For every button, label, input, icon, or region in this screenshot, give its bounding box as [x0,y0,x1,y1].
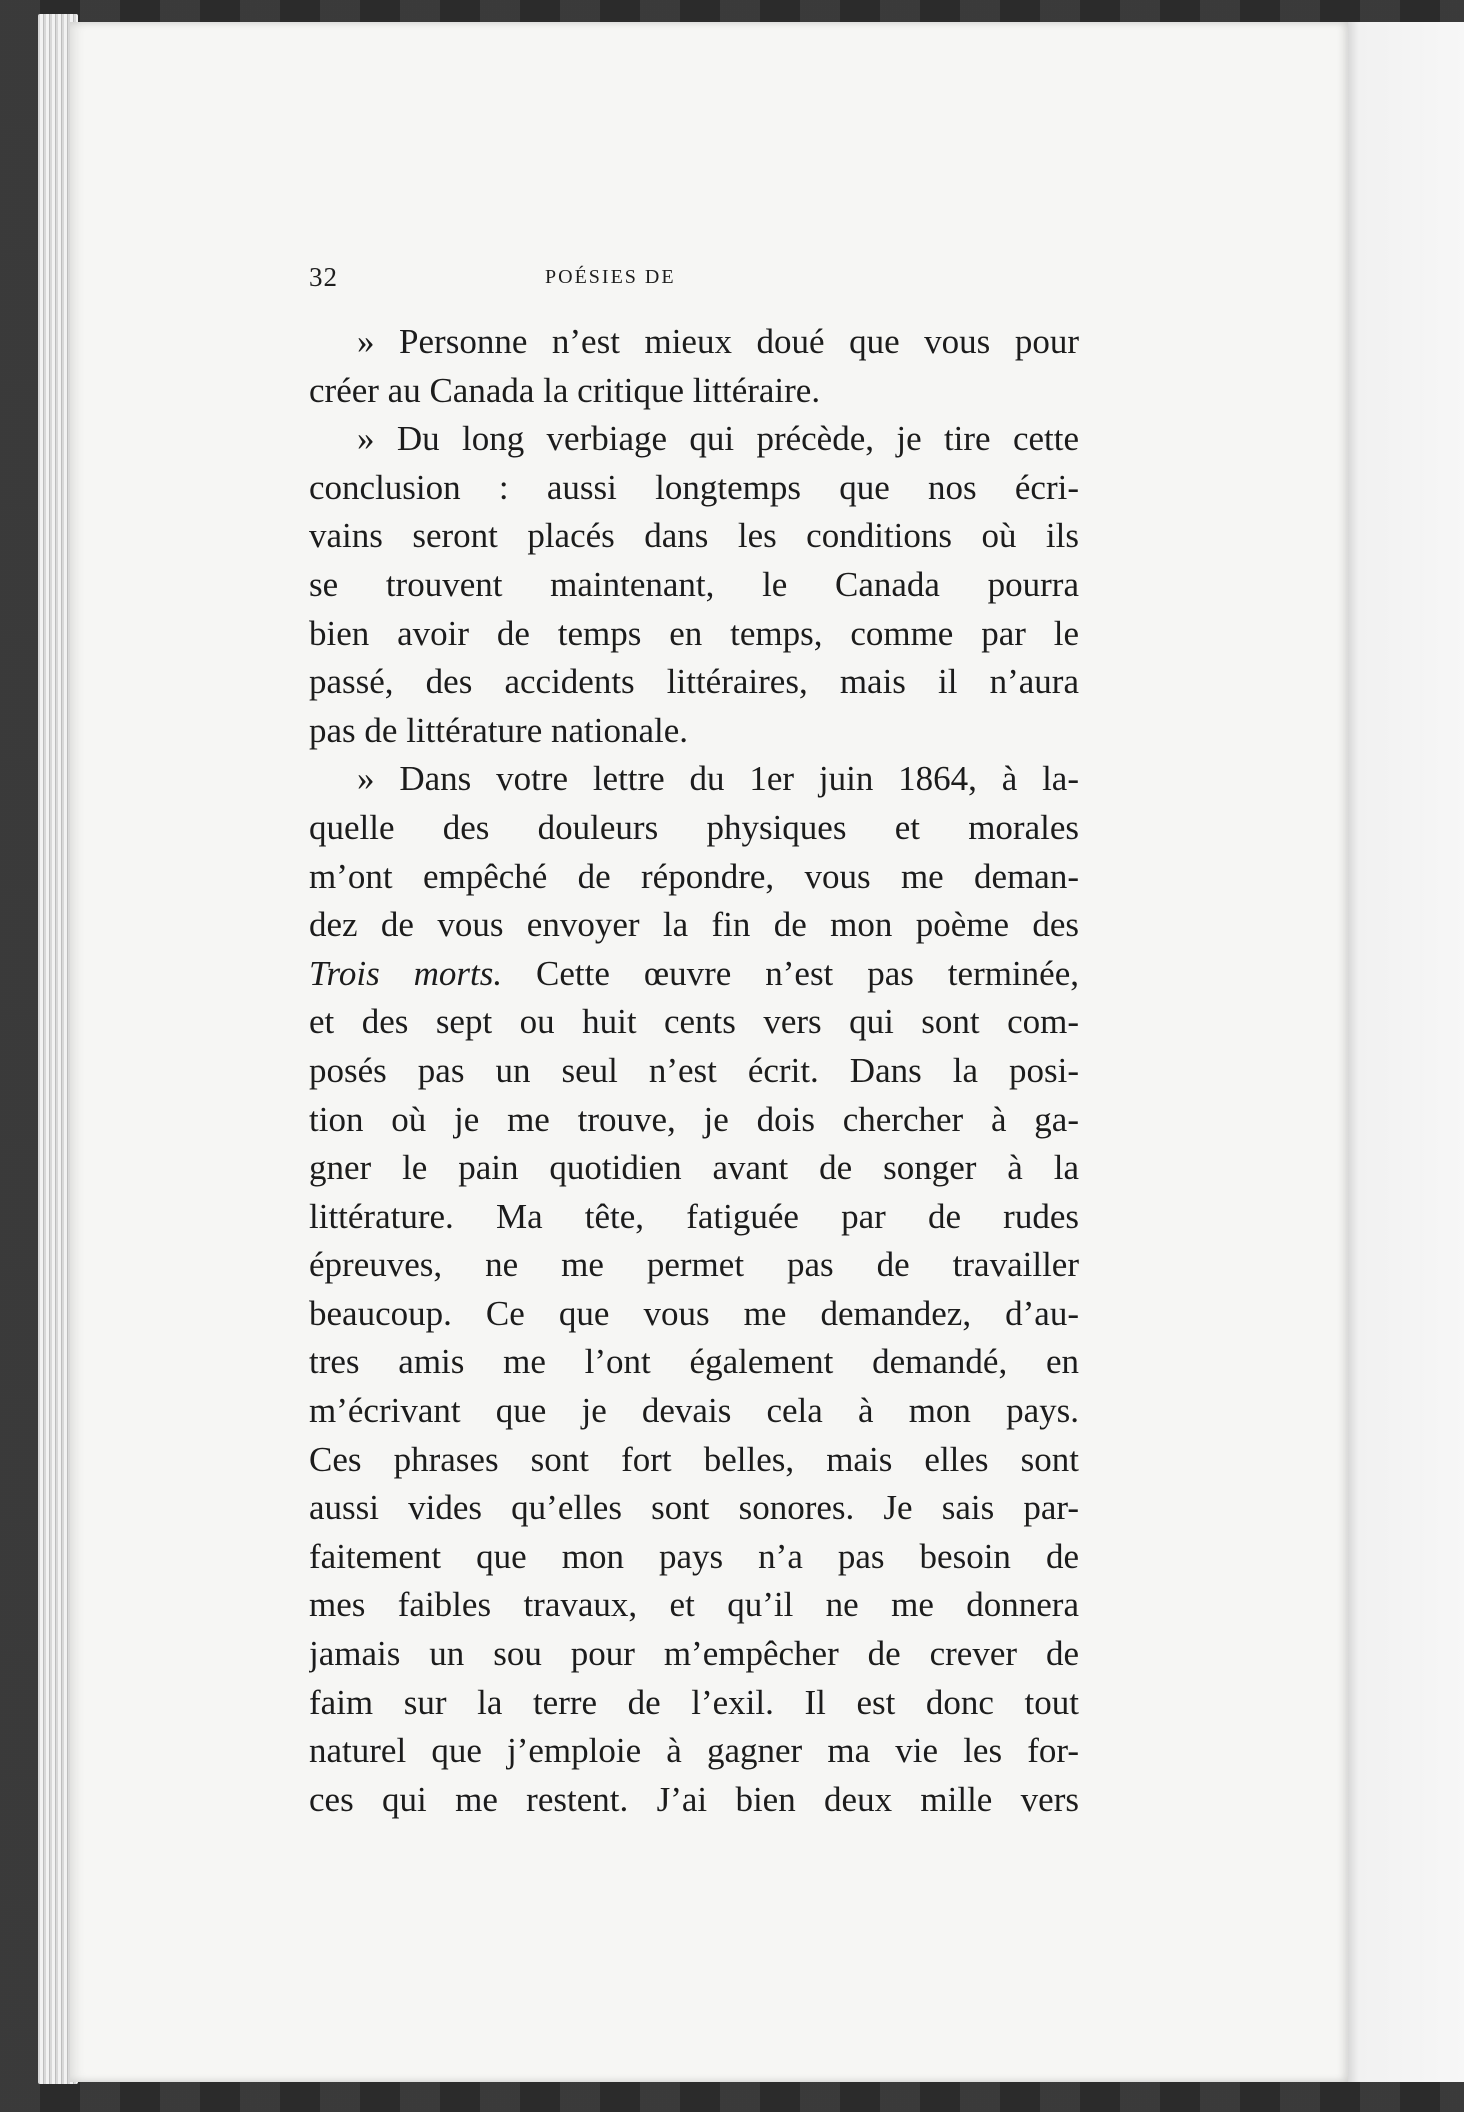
text-line: naturel que j’emploie à gagner ma vie les for- [309,1731,1079,1771]
text-line: » Dans votre lettre du 1er juin 1864, à la- [357,759,1079,799]
text-line: créer au Canada la critique littéraire. [309,370,821,410]
text-line: beaucoup. Ce que vous me demandez, d’au- [309,1293,1079,1333]
text-line: faitement que mon pays n’a pas besoin de [309,1536,1079,1576]
facing-page-edge [1342,22,1464,2082]
text-line: bien avoir de temps en temps, comme par le [309,613,1079,653]
text-line: tion où je me trouve, je dois chercher à ga- [309,1099,1079,1139]
text-line: épreuves, ne me permet pas de travailler [309,1245,1079,1285]
text-line-rest: Cette œuvre n’est pas terminée, [502,953,1079,993]
text-line: tres amis me l’ont également demandé, en [309,1342,1079,1382]
text-line: faim sur la terre de l’exil. Il est donc tout [309,1682,1079,1722]
text-line: m’écrivant que je devais cela à mon pays. [309,1391,1079,1431]
text-line: dez de vous envoyer la fin de mon poème des [309,905,1079,945]
text-line: m’ont empêché de répondre, vous me deman- [309,856,1079,896]
text-line: conclusion : aussi longtemps que nos écri- [309,467,1079,507]
italic-title: Trois morts. [309,953,503,993]
text-line: pas de littérature nationale. [309,710,689,750]
body-text [309,318,1079,1824]
page-number: 32 [309,262,338,292]
running-title: POÉSIES DE [545,266,676,288]
text-line: passé, des accidents littéraires, mais il n’aura [309,662,1079,702]
text-line: gner le pain quotidien avant de songer à la [309,1148,1079,1188]
text-line: mes faibles travaux, et qu’il ne me donnera [309,1585,1079,1625]
text-line: se trouvent maintenant, le Canada pourra [309,564,1079,604]
text-line: jamais un sou pour m’empêcher de crever de [309,1634,1079,1674]
text-line: quelle des douleurs physiques et morales [309,807,1079,847]
text-line: aussi vides qu’elles sont sonores. Je sais par- [309,1488,1079,1528]
text-line: » Du long verbiage qui précède, je tire cette [357,419,1079,459]
text-line: Ces phrases sont fort belles, mais elles sont [309,1439,1079,1479]
text-line: posés pas un seul n’est écrit. Dans la posi- [309,1050,1079,1090]
text-line: et des sept ou huit cents vers qui sont com- [309,1002,1079,1042]
text-line-with-italic-title [309,950,1079,999]
text-line: » Personne n’est mieux doué que vous pour [357,322,1079,361]
text-line: vains seront placés dans les conditions où ils [309,516,1079,556]
text-line: littérature. Ma tête, fatiguée par de rudes [309,1196,1079,1236]
text-line: ces qui me restent. J’ai bien deux mille vers [309,1779,1079,1819]
running-head [309,262,869,302]
